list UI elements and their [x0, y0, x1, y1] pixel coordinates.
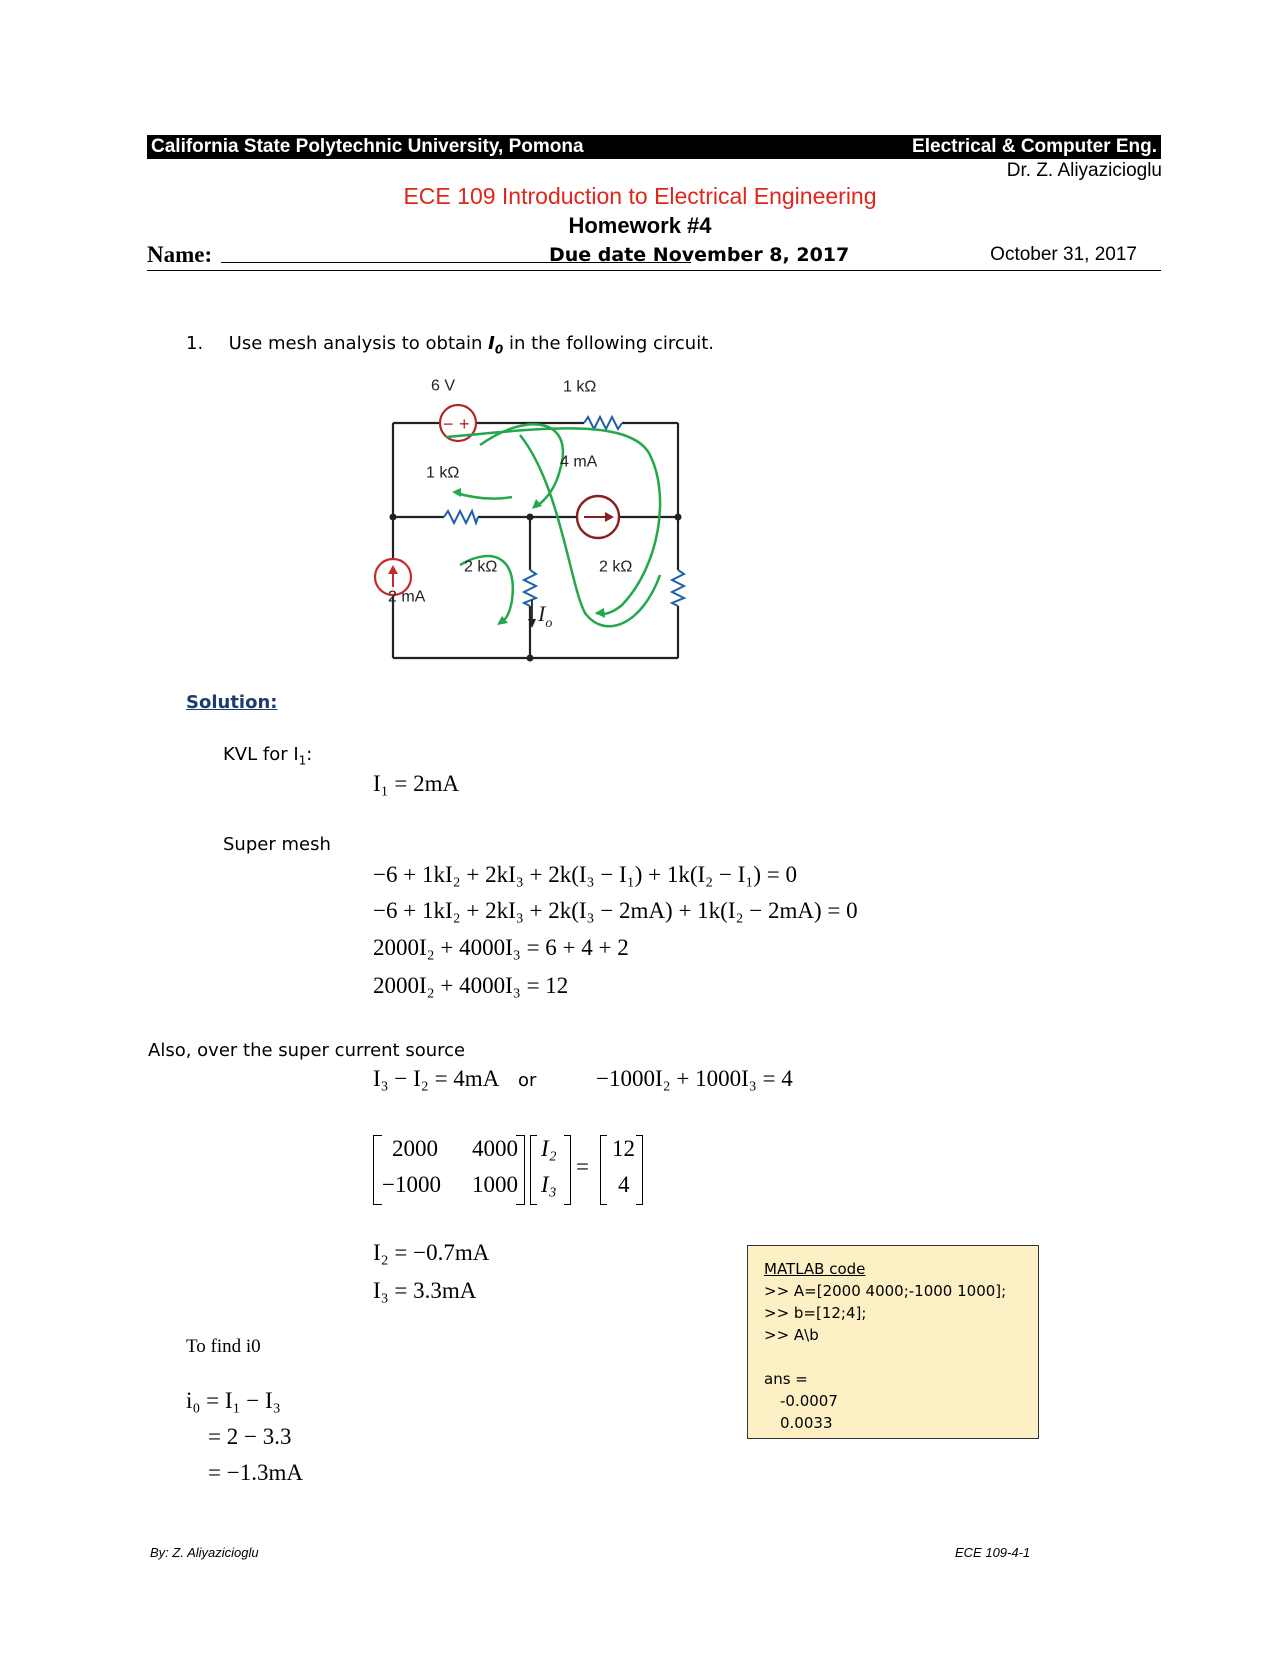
resistor-top	[584, 417, 622, 429]
kvl-label-text: KVL for I	[223, 744, 299, 765]
svg-text:+: +	[459, 414, 470, 434]
x2: I₃	[541, 1172, 557, 1197]
result-i2: I₂ = −0.7mA	[373, 1240, 490, 1265]
instructor-name: Dr. Z. Aliyazicioglu	[1006, 160, 1162, 181]
svg-text:Io	[537, 601, 552, 631]
problem-variable: I	[488, 333, 495, 354]
b2: 4	[618, 1172, 630, 1197]
x1: I₂	[541, 1136, 557, 1161]
resistor-center	[524, 570, 536, 606]
matlab-title: MATLAB code	[764, 1260, 866, 1278]
matlab-box	[747, 1245, 1039, 1439]
or-text: or	[518, 1070, 537, 1091]
a11: 2000	[392, 1136, 438, 1161]
due-date: Due date November 8, 2017	[549, 244, 850, 266]
matlab-line-2: >> b=[12;4];	[764, 1304, 867, 1322]
sm-eq-1: −6 + 1kI₂ + 2kI₃ + 2k(I₃ − I₁) + 1k(I₂ − I₁) = 0	[373, 862, 797, 887]
department-name: Electrical & Computer Eng.	[912, 136, 1157, 157]
name-label: Name:	[147, 242, 213, 267]
label-2k-right: 2 kΩ	[599, 558, 633, 576]
bracket-b-left	[600, 1135, 607, 1205]
a12: 4000	[472, 1136, 518, 1161]
label-1k-mid: 1 kΩ	[426, 464, 460, 482]
kvl-label-colon: :	[306, 744, 313, 765]
circuit-diagram	[360, 375, 700, 670]
io-eq-1: i₀ = I₁ − I₃	[186, 1388, 281, 1413]
a21: −1000	[382, 1172, 441, 1197]
footer-page: ECE 109-4-1	[955, 1545, 1031, 1560]
bracket-a-left	[373, 1135, 382, 1205]
sm-eq-2: −6 + 1kI₂ + 2kI₃ + 2k(I₃ − 2mA) + 1k(I₂ − 2mA) = 0	[373, 898, 858, 923]
cs-eq-right: −1000I₂ + 1000I₃ = 4	[596, 1066, 793, 1091]
supermesh-label: Super mesh	[223, 834, 331, 855]
resistor-mid	[444, 511, 478, 523]
kvl-label-sub: 1	[298, 753, 307, 768]
label-6v: 6 V	[431, 377, 456, 395]
kvl-label	[223, 744, 312, 768]
result-i3: I₃ = 3.3mA	[373, 1278, 477, 1303]
cs-eq-left: I₃ − I₂ = 4mA	[373, 1066, 500, 1091]
matlab-line-1: >> A=[2000 4000;-1000 1000];	[764, 1282, 1007, 1300]
mesh-paths	[446, 424, 660, 626]
course-title: ECE 109 Introduction to Electrical Engineering	[403, 183, 877, 209]
io-eq-2: = 2 − 3.3	[208, 1424, 292, 1449]
label-4ma: 4 mA	[560, 453, 598, 471]
matlab-ans-label: ans =	[764, 1370, 808, 1388]
eq-i1: I₁ = 2mA	[373, 771, 460, 796]
a22: 1000	[472, 1172, 518, 1197]
problem-text-before: Use mesh analysis to obtain	[228, 333, 489, 354]
bracket-x-left	[530, 1135, 537, 1205]
io-eq-3: = −1.3mA	[208, 1460, 303, 1485]
label-io: I	[538, 601, 546, 626]
footer-author: By: Z. Aliyazicioglu	[150, 1545, 259, 1560]
issue-date: October 31, 2017	[990, 244, 1137, 265]
bracket-b-right	[636, 1135, 643, 1205]
problem-number: 1.	[186, 333, 204, 354]
matlab-ans-1: -0.0007	[780, 1392, 838, 1410]
bracket-x-right	[564, 1135, 571, 1205]
matlab-line-3: >> A\b	[764, 1326, 819, 1344]
svg-text:−: −	[443, 414, 454, 434]
matrix-eq: =	[576, 1154, 589, 1179]
resistor-right	[672, 570, 684, 606]
b1: 12	[612, 1136, 635, 1161]
university-name: California State Polytechnic University, Pomona	[151, 136, 584, 157]
solution-title: Solution:	[186, 692, 278, 713]
label-2k-center: 2 kΩ	[464, 558, 498, 576]
sm-eq-3: 2000I₂ + 4000I₃ = 6 + 4 + 2	[373, 935, 629, 960]
header-bar	[147, 135, 1161, 159]
sm-eq-4: 2000I₂ + 4000I₃ = 12	[373, 973, 569, 998]
to-find-text: To find i0	[186, 1336, 261, 1357]
name-row	[147, 240, 1161, 271]
problem-variable-sub: 0	[494, 342, 504, 357]
problem-text-after: in the following circuit.	[503, 333, 714, 354]
homework-title: Homework #4	[568, 213, 712, 238]
label-1k-top: 1 kΩ	[563, 378, 597, 396]
matlab-ans-2: 0.0033	[780, 1414, 833, 1432]
also-text: Also, over the super current source	[148, 1040, 466, 1061]
label-2ma: 2 mA	[388, 588, 426, 606]
problem-statement	[186, 333, 714, 357]
label-io-sub: o	[545, 616, 553, 631]
